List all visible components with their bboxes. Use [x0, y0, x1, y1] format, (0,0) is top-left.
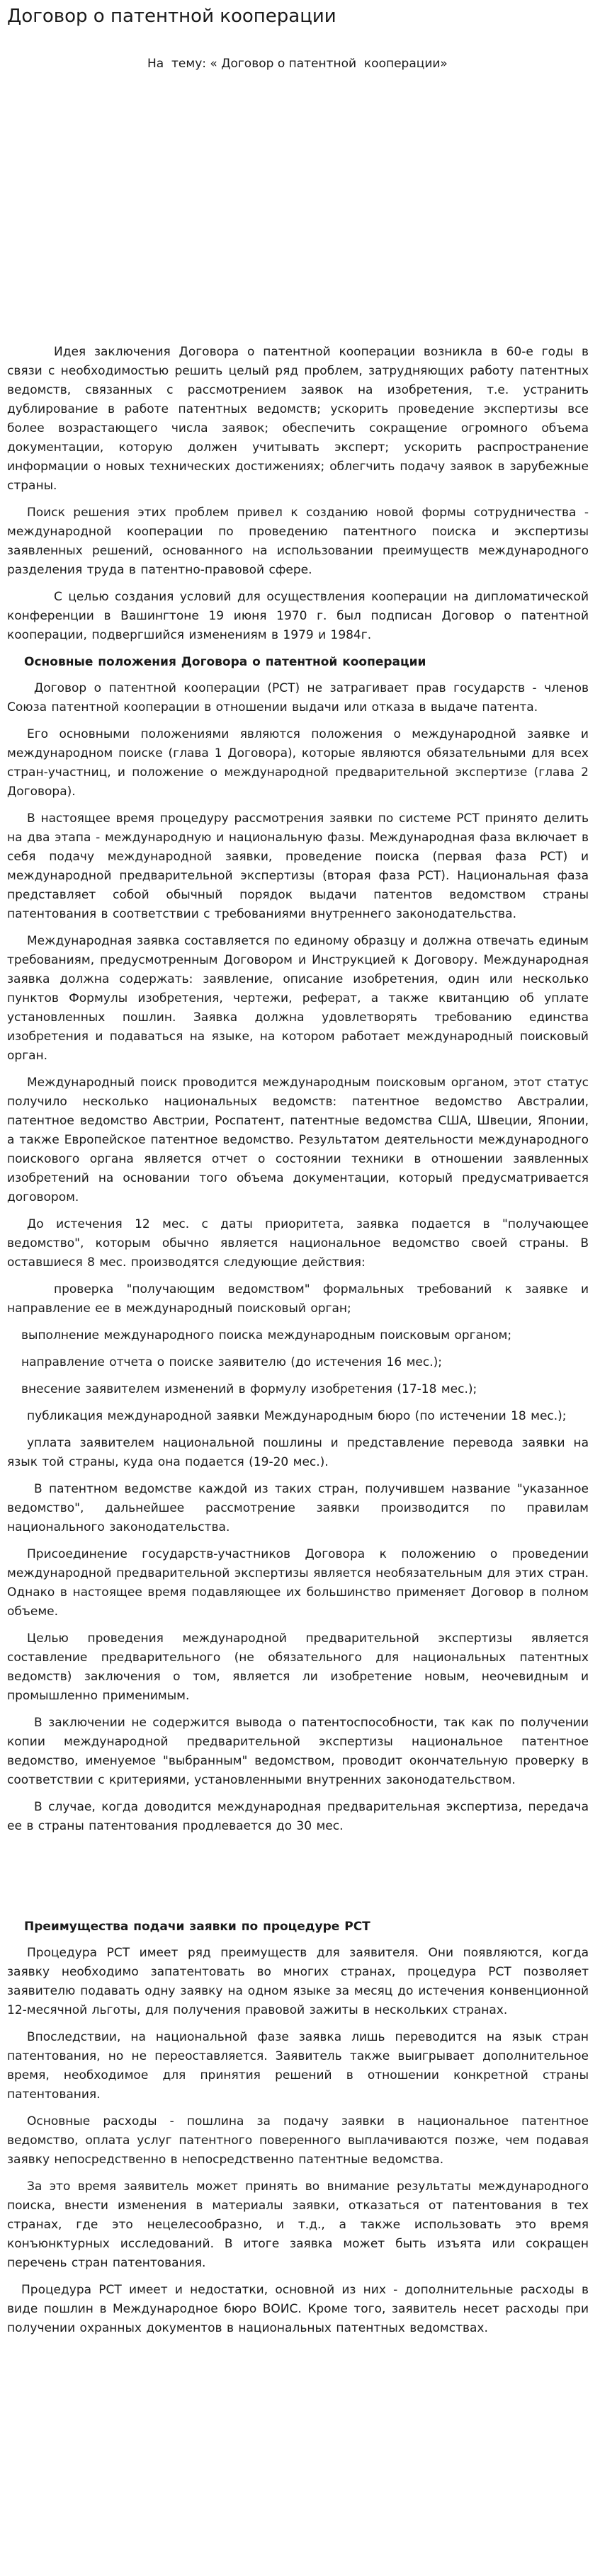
list-item-publication: публикация международной заявки Международным бюро (по истечении 18 мес.); [27, 1409, 567, 1423]
paragraph-search-solution: Поиск решения этих проблем привел к созданию новой формы сотрудничества - международной кооперации по проведению патентного поиска и экспертизы заявленных решений, основанного на использовании преимуществ международного разделения труда в патентно-правовой сфере. [7, 506, 589, 577]
paragraph-exam-purpose: Целью проведения международной предварительной экспертизы является составление предварительного (не обязательного для национальных патентных ведомств) заключения о том, является ли изобретение новым, неочевидным и промышленно применимым. [7, 1631, 589, 1703]
paragraph-accession: Присоединение государств-участников Договора к положению о проведении международной предварительной экспертизы является необязательным для этих стран. Однако в настоящее время подавляющее их большинство применяет Договор в полном объеме. [7, 1547, 589, 1619]
document-body [7, 343, 589, 2338]
paragraph-international-search: Международный поиск проводится международным поисковым органом, этот статус получило несколько национальных ведомств: патентное ведомство Австралии, патентное ведомство Австрии, Роспатент, патентные ведомства США, Швеции, Японии, а также Европейское патентное ведомство. Результатом деятельности международного поискового органа является отчет о состоянии техники в отношении заявленных изобретений на основании того объема документации, который предусматривается договором. [7, 1076, 589, 1204]
list-item-formal-check: проверка "получающим ведомством" формальных требований к заявке и направление ее в международный поисковый орган; [7, 1282, 589, 1316]
section-heading-advantages: Преимущества подачи заявки по процедуре РСТ [24, 1920, 370, 1934]
paragraph-30-months: В случае, когда доводится международная предварительная экспертиза, передача ее в страны патентования продлевается до 30 мес. [7, 1800, 589, 1833]
paragraph-national-phase: Впоследствии, на национальной фазе заявка лишь переводится на язык стран патентования, но не переоставляется. Заявитель также выигрывает дополнительное время, необходимое для принятия решений в отношении конкретной страны патентования. [7, 2030, 589, 2102]
paragraph-12-months: До истечения 12 мес. с даты приоритета, заявка подается в "получающее ведомство", которым обычно является национальное ведомство своей страны. В оставшиеся 8 мес. производятся следующие действия: [7, 1217, 589, 1270]
list-item-search-report: направление отчета о поиске заявителю (до истечения 16 мес.); [21, 1355, 442, 1369]
paragraph-pct-rights: Договор о патентной кооперации (РСТ) не затрагивает прав государств - членов Союза патентной кооперации в отношении выдачи или отказа в выдаче патента. [7, 681, 589, 714]
list-item-claims-amendment: внесение заявителем изменений в формулу изобретения (17-18 мес.); [21, 1382, 477, 1396]
paragraph-advantages: Процедура РСТ имеет ряд преимуществ для заявителя. Они появляются, когда заявку необходимо запатентовать во многих странах, процедура РСТ позволяет заявителю подавать одну заявку на одном языке за месяц до истечения конвенционной 12-месячной льготы, для получения правовой зажиты в нескольких странах. [7, 1946, 589, 2017]
list-item-search-execution: выполнение международного поиска международным поисковым органом; [21, 1328, 512, 1343]
paragraph-idea: Идея заключения Договора о патентной кооперации возникла в 60-е годы в связи с необходимостью решить целый ряд проблем, затрудняющих работу патентных ведомств, связанных с рассмотрением заявок на изобретения, т.е. устранить дублирование в работе патентных ведомств; ускорить проведение экспертизы все более возрастающего числа заявок; обеспечить сокращение огромного объема документации, которую должен учитывать эксперт; ускорить распространение информации о новых технических достижениях; облегчить подачу заявок в зарубежные страны. [7, 345, 589, 493]
paragraph-designated-office: В патентном ведомстве каждой из таких стран, получившем название "указанное ведомство", дальнейшее рассмотрение заявки производится по правилам национального законодательства. [7, 1482, 589, 1534]
paragraph-two-phases: В настоящее время процедуру рассмотрения заявки по системе РСТ принято делить на два этапа - международную и национальную фазы. Международная фаза включает в себя подачу международной заявки, проведение поиска (первая фаза РСТ) и международной предварительной экспертизы (вторая фаза РСТ). Национальная фаза представляет собой обычный порядок выдачи патентов ведомством страны патентования в соответствии с требованиями внутреннего законодательства. [7, 811, 589, 921]
paragraph-disadvantages: Процедура РСТ имеет и недостатки, основной из них - дополнительные расходы в виде пошлин в Международное бюро ВОИС. Кроме того, заявитель несет расходы при получении охранных документов в национальных патентных ведомствах. [7, 2283, 589, 2335]
list-item-national-fee: уплата заявителем национальной пошлины и представление перевода заявки на язык той страны, куда она подается (19-20 мес.). [7, 1436, 589, 1469]
paragraph-main-provisions: Его основными положениями являются положения о международной заявке и международном поиске (глава 1 Договора), которые являются обязательными для всех стран-участниц, и положение о международной предварительной экспертизе (глава 2 Договора). [7, 727, 589, 799]
document-topic: На тему: « Договор о патентной кооперации» [147, 57, 448, 71]
paragraph-international-application: Международная заявка составляется по единому образцу и должна отвечать единым требованиям, предусмотренным Договором и Инструкцией к Договору. Международная заявка должна содержать: заявление, описание изобретения, один или несколько пунктов Формулы изобретения, чертежи, реферат, а также квитанцию об уплате установленных пошлин. Заявка должна удовлетворять требованию единства изобретения и подаваться на языке, на котором работает международный поисковый орган. [7, 934, 589, 1063]
section-heading-main-provisions: Основные положения Договора о патентной кооперации [24, 655, 426, 669]
paragraph-washington-conference: С целью создания условий для осуществления кооперации на дипломатической конференции в Вашингтоне 19 июня 1970 г. был подписан Договор о патентной кооперации, подвергшийся изменениям в 1979 и 1984г. [7, 590, 589, 642]
paragraph-main-costs: Основные расходы - пошлина за подачу заявки в национальное патентное ведомство, оплата услуг патентного поверенного выплачиваются позже, чем подавая заявку непосредственно в непосредственно патентные ведомства. [7, 2114, 589, 2167]
paragraph-conclusion: В заключении не содержится вывода о патентоспособности, так как по получении копии международной предварительной экспертизы национальное патентное ведомство, именуемое "выбранным" ведомством, проводит окончательную проверку в соответствии с критериями, установленными внутренних законодательством. [7, 1716, 589, 1787]
document-title: Договор о патентной кооперации [7, 6, 336, 27]
paragraph-time-use: За это время заявитель может принять во внимание результаты международного поиска, внести изменения в материалы заявки, отказаться от патентования в тех странах, где это нецелесообразно, и т.д., а также использовать это время конъюнктурных исследований. В итоге заявка может быть изъята или сокращен перечень стран патентования. [7, 2179, 589, 2270]
